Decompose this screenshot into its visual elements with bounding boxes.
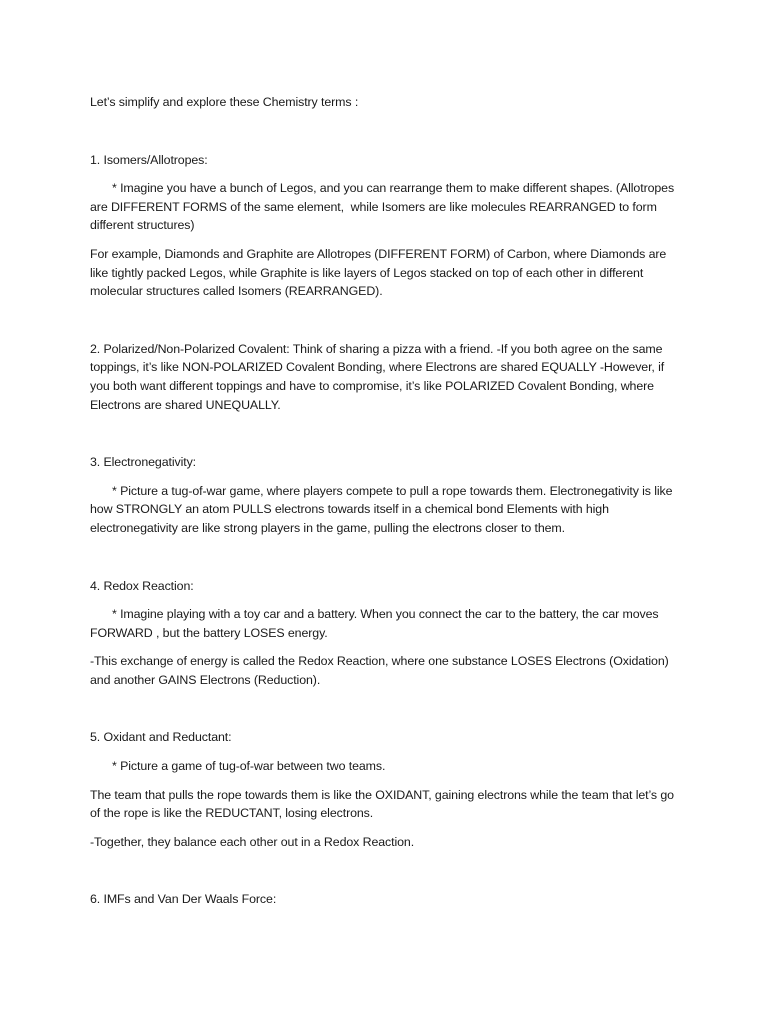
section-bullet-electronegativity (90, 482, 680, 538)
bullet-text: * Imagine you have a bunch of Legos, and you can rearrange them to make different shapes. (Allotropes are DIFFERENT FORMS of the same element, while Isomers are like molecules REARRANGED to form different structures) (90, 181, 678, 233)
section-paragraph-isomers: For example, Diamonds and Graphite are Allotropes (DIFFERENT FORM) of Carbon, where Diamonds are like tightly packed Legos, while Graphite is like layers of Legos stacked on top of each other in different molecular structures called Isomers (REARRANGED). (90, 246, 670, 299)
section-heading-covalent: 2. Polarized/Non-Polarized Covalent: Think of sharing a pizza with a friend. -If you both agree on the same toppings, it’s like NON-POLARIZED Covalent Bonding, where Electrons are shared EQUALLY -However, if you both want different toppings and have to compromise, it’s like POLARIZED Covalent Bonding, where Electrons are shared UNEQUALLY. (90, 341, 668, 412)
section-paragraph-oxidant-2: -Together, they balance each other out in a Redox Reaction. (90, 834, 415, 849)
section-heading-redox: 4. Redox Reaction: (90, 578, 194, 593)
section-heading-isomers: 1. Isomers/Allotropes: (90, 152, 208, 167)
section-bullet-oxidant (90, 757, 680, 776)
bullet-text: * Picture a tug-of-war game, where players compete to pull a rope towards them. Electronegativity is like how STRONGLY an atom PULLS electrons towards itself in a chemical bond Elements with high electronegativity are like strong players in the game, pulling the electrons closer to them. (90, 483, 676, 535)
section-paragraph-oxidant: The team that pulls the rope towards them is like the OXIDANT, gaining electrons while the team that let’s go of the rope is like the REDUCTANT, losing electrons. (90, 787, 678, 821)
section-heading-oxidant: 5. Oxidant and Reductant: (90, 730, 232, 745)
intro-line: Let’s simplify and explore these Chemistry terms : (90, 95, 359, 109)
section-heading-imfs: 6. IMFs and Van Der Waals Force: (90, 892, 277, 907)
document-body (90, 93, 680, 909)
section-heading-electronegativity: 3. Electronegativity: (90, 455, 197, 470)
bullet-text: * Picture a game of tug-of-war between two teams. (112, 759, 386, 774)
section-bullet-redox (90, 605, 680, 642)
section-paragraph-redox: -This exchange of energy is called the Redox Reaction, where one substance LOSES Electrons (Oxidation) and another GAINS Electrons (Reduction). (90, 654, 673, 687)
bullet-text: * Imagine playing with a toy car and a battery. When you connect the car to the battery, the car moves FORWARD , but the battery LOSES energy. (90, 607, 662, 640)
section-bullet-isomers (90, 179, 680, 235)
